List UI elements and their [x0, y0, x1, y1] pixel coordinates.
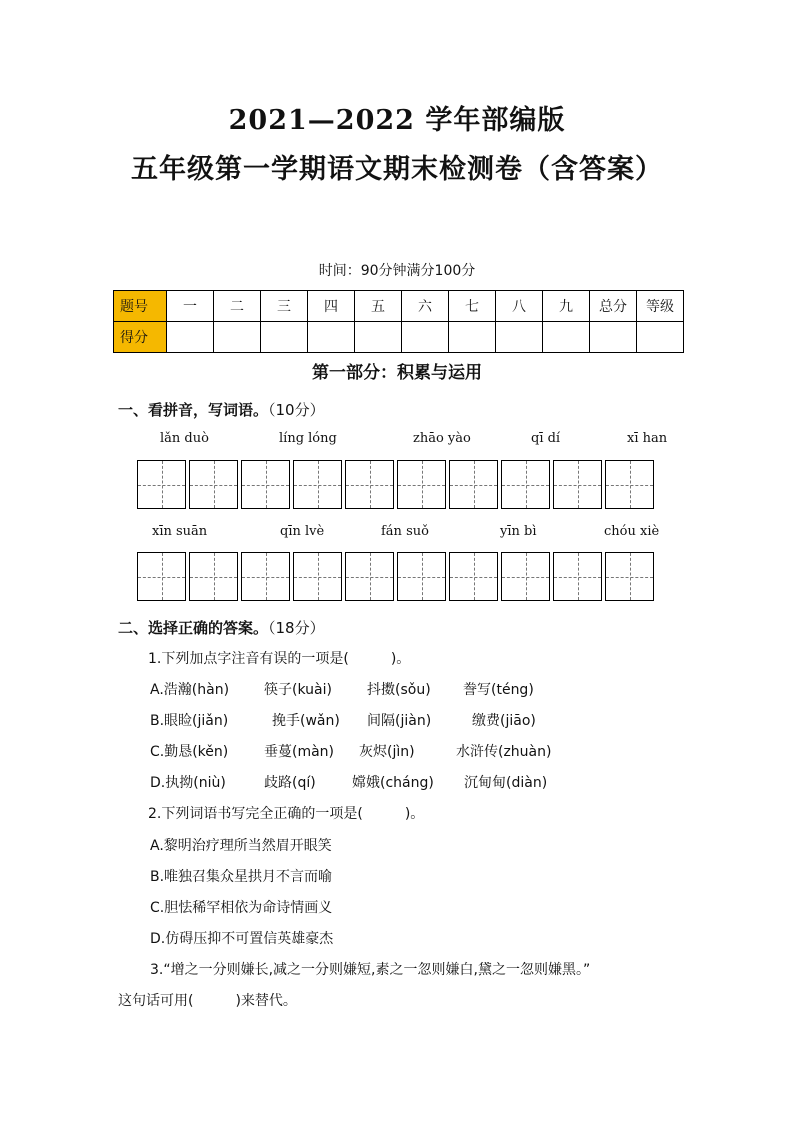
q1-a-3: 抖擞(sǒu) — [367, 682, 431, 698]
score-table-col-6: 六 — [402, 291, 449, 322]
section1-heading — [118, 399, 325, 420]
writing-box[interactable] — [605, 552, 654, 601]
section2-points: （18分） — [268, 619, 325, 637]
pinyin-3: zhāo yào — [413, 431, 471, 446]
q1-c-1: C.勤恳(kěn) — [150, 744, 229, 760]
q1-d-2: 歧路(qí) — [264, 775, 316, 791]
q1-b-4: 缴费(jiāo) — [472, 713, 536, 729]
writing-box[interactable] — [449, 552, 498, 601]
writing-box[interactable] — [605, 460, 654, 509]
writing-box[interactable] — [397, 552, 446, 601]
pinyin-9: yīn bì — [500, 524, 537, 539]
score-cell[interactable] — [637, 322, 684, 353]
score-cell[interactable] — [543, 322, 590, 353]
writing-box[interactable] — [553, 552, 602, 601]
writing-box[interactable] — [293, 552, 342, 601]
q1-option-a — [150, 679, 534, 699]
q2-option-a: A.黎明治疗理所当然眉开眼笑 — [150, 838, 332, 854]
writing-box[interactable] — [345, 460, 394, 509]
q1-a-1: A.浩瀚(hàn) — [150, 682, 230, 698]
q1-a-2: 筷子(kuài) — [264, 682, 332, 698]
score-table-col-5: 五 — [355, 291, 402, 322]
score-table-col-8: 八 — [496, 291, 543, 322]
score-cell[interactable] — [167, 322, 214, 353]
score-cell[interactable] — [402, 322, 449, 353]
pinyin-2: líng lóng — [279, 431, 337, 446]
q1-d-3: 嫦娥(cháng) — [352, 775, 434, 791]
question-3-line-2: 这句话可用( )来替代。 — [118, 993, 297, 1009]
q1-a-4: 誊写(téng) — [463, 682, 534, 698]
score-cell[interactable] — [449, 322, 496, 353]
score-cell[interactable] — [590, 322, 637, 353]
part1-title: 第一部分：积累与运用 — [312, 363, 482, 383]
q1-option-c — [150, 741, 551, 761]
score-table-col-3: 三 — [261, 291, 308, 322]
writing-box[interactable] — [449, 460, 498, 509]
q1-option-d — [150, 772, 547, 792]
score-table-label-question: 题号 — [114, 291, 167, 322]
writing-box[interactable] — [137, 552, 186, 601]
writing-box[interactable] — [189, 460, 238, 509]
q1-c-4: 水浒传(zhuàn) — [456, 744, 552, 760]
q1-d-1: D.执拗(niù) — [150, 775, 226, 791]
score-table-col-total: 总分 — [590, 291, 637, 322]
q1-c-2: 垂蔓(màn) — [264, 744, 335, 760]
title-line-2: 五年级第一学期语文期末检测卷（含答案） — [131, 154, 663, 185]
writing-box[interactable] — [189, 552, 238, 601]
q1-d-4: 沉甸甸(diàn) — [464, 775, 548, 791]
title-line-1: 2021—2022 学年部编版 — [228, 105, 566, 136]
writing-box[interactable] — [241, 460, 290, 509]
section1-points: （10分） — [268, 401, 325, 419]
score-cell[interactable] — [355, 322, 402, 353]
score-table-col-grade: 等级 — [637, 291, 684, 322]
q1-b-2: 挽手(wǎn) — [272, 713, 340, 729]
writing-box[interactable] — [241, 552, 290, 601]
question-3-line-1: 3.“增之一分则嫌长,减之一分则嫌短,素之一忽则嫌白,黛之一忽则嫌黑。” — [150, 962, 591, 978]
q1-b-1: B.眼睑(jiǎn) — [150, 713, 229, 729]
score-table-col-2: 二 — [214, 291, 261, 322]
section2-title: 二、选择正确的答案。 — [118, 619, 269, 637]
score-table-score-row — [114, 322, 684, 353]
writing-box[interactable] — [137, 460, 186, 509]
score-table-label-score: 得分 — [114, 322, 167, 353]
q1-b-3: 间隔(jiàn) — [367, 713, 432, 729]
writing-box[interactable] — [345, 552, 394, 601]
writing-box[interactable] — [501, 460, 550, 509]
q1-c-3: 灰烬(jìn) — [359, 744, 415, 760]
writing-box[interactable] — [293, 460, 342, 509]
score-table — [113, 290, 684, 353]
q1-option-b — [150, 710, 536, 730]
score-table-col-4: 四 — [308, 291, 355, 322]
score-table-col-9: 九 — [543, 291, 590, 322]
writing-box[interactable] — [501, 552, 550, 601]
pinyin-5: xī han — [627, 431, 668, 446]
pinyin-4: qī dí — [531, 431, 561, 446]
score-cell[interactable] — [261, 322, 308, 353]
section1-title: 一、看拼音，写词语。 — [118, 401, 269, 419]
writing-box[interactable] — [397, 460, 446, 509]
score-cell[interactable] — [214, 322, 261, 353]
writing-box[interactable] — [553, 460, 602, 509]
pinyin-1: lǎn duò — [160, 431, 209, 446]
pinyin-8: fán suǒ — [381, 524, 429, 539]
score-cell[interactable] — [308, 322, 355, 353]
score-cell[interactable] — [496, 322, 543, 353]
score-table-col-1: 一 — [167, 291, 214, 322]
time-info: 时间：90分钟满分100分 — [318, 263, 476, 279]
question-1: 1.下列加点字注音有误的一项是( )。 — [148, 651, 411, 667]
score-table-header-row — [114, 291, 684, 322]
q2-option-b: B.唯独召集众星拱月不言而喻 — [150, 869, 333, 885]
q2-option-d: D.仿碍压抑不可置信英雄豪杰 — [150, 931, 334, 947]
pinyin-6: xīn suān — [152, 524, 208, 539]
q2-option-c: C.胆怯稀罕相依为命诗情画义 — [150, 900, 333, 916]
section2-heading — [118, 617, 325, 638]
pinyin-10: chóu xiè — [604, 524, 660, 539]
pinyin-7: qīn lvè — [280, 524, 325, 539]
question-2: 2.下列词语书写完全正确的一项是( )。 — [148, 806, 425, 822]
score-table-col-7: 七 — [449, 291, 496, 322]
